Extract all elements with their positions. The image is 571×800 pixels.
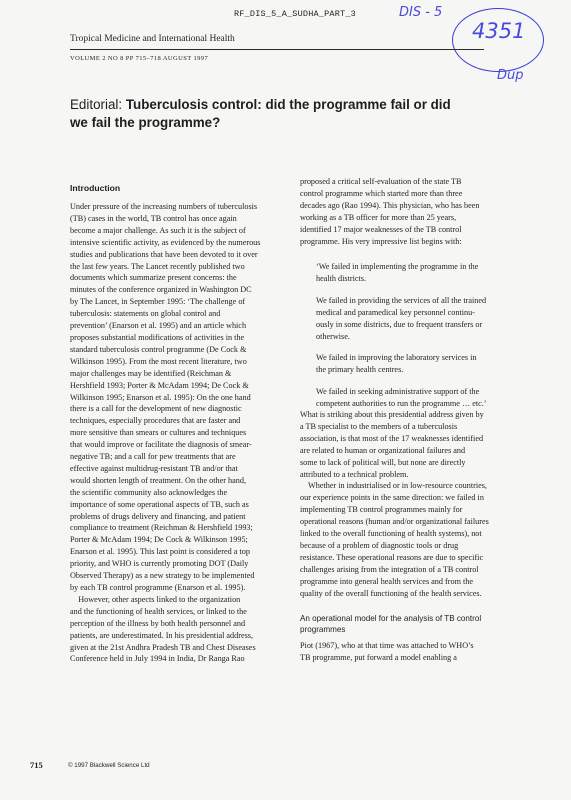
text-line: resistance. These operational reasons are due to specific bbox=[300, 552, 484, 562]
text-line: would shorten length of treatment. On the other hand, bbox=[70, 475, 246, 485]
header-rule bbox=[70, 49, 484, 50]
text-line: What is striking about this presidential address given by bbox=[300, 410, 484, 419]
text-line: patients, are underestimated. In his presidential address, bbox=[70, 630, 254, 640]
section-heading bbox=[300, 613, 540, 635]
text-line: the last few years. The Lancet recently published two bbox=[70, 261, 245, 271]
title-main-line2: we fail the programme? bbox=[70, 115, 221, 130]
text-line: linked to the overall functioning of health systems), not bbox=[300, 529, 482, 539]
quote-line: the primary health centres. bbox=[316, 365, 404, 375]
text-line: negative TB; and a call for pew treatments that are bbox=[70, 452, 236, 462]
text-line: operational reasons (human and/or organizational failures bbox=[300, 517, 489, 527]
text-line: our experience points in the same direction: we failed in bbox=[300, 493, 484, 503]
handwritten-dis-note: DIS - 5 bbox=[399, 5, 443, 20]
quote-line: otherwise. bbox=[316, 331, 350, 341]
document-stamp: RF_DIS_5_A_SUDHA_PART_3 bbox=[234, 9, 356, 19]
text-line: there is a call for the development of new diagnostic bbox=[70, 404, 242, 414]
volume-line: VOLUME 2 NO 8 PP 715–718 AUGUST 1997 bbox=[70, 55, 209, 62]
text-line: TB programme, put forward a model enabling a bbox=[300, 652, 457, 662]
text-line: perception of the illness by both health personnel and bbox=[70, 618, 246, 628]
text-line: Enarson et al. 1995). This last point is considered a top bbox=[70, 547, 250, 557]
quote-line: We failed in improving the laboratory services in bbox=[316, 353, 477, 363]
text-line: Observed Therapy) as a new strategy to be implemented bbox=[70, 571, 255, 581]
title-main-line1: Tuberculosis control: did the programme fail or did bbox=[125, 97, 451, 112]
journal-name: Tropical Medicine and International Health bbox=[70, 34, 235, 44]
text-line: Whether in industrialised or in low-resource countries, bbox=[300, 481, 487, 491]
text-line: minutes of the conference organized in Washington DC bbox=[70, 285, 252, 295]
text-line: become a major challenge. As such it is the subject of bbox=[70, 225, 246, 235]
text-line: problems of drugs delivery and financing, and patient bbox=[70, 511, 246, 521]
text-line: standard tuberculosis control programme (De Cock & bbox=[70, 344, 247, 354]
text-line: decades ago (Rao 1994). This physician, who has been bbox=[300, 200, 480, 210]
quote-line: competent authorities to run the programme … etc.’ bbox=[316, 399, 487, 409]
text-line: association, is that most of the 17 weaknesses identified bbox=[300, 433, 484, 443]
text-line: studies and publications that have been devoted to it over bbox=[70, 249, 258, 259]
text-line: Wilkinson 1995; Enarson et al. 1995): On the one hand bbox=[70, 392, 251, 402]
text-line: intensive scientific activity, as evidenced by the numerous bbox=[70, 237, 261, 247]
right-column-top bbox=[300, 176, 540, 247]
quote-line: We failed in seeking administrative support of the bbox=[316, 387, 480, 397]
text-line: tuberculosis: statements on global control and bbox=[70, 309, 221, 319]
text-line: major challenges may be identified (Reichman & bbox=[70, 368, 232, 378]
text-line: compliance to treatment (Reichman & Hershfield 1993; bbox=[70, 523, 253, 533]
text-line: Porter & McAdam 1994; De Cock & Wilkinson 1995; bbox=[70, 535, 248, 545]
text-line: by The Lancet, in September 1995: ‘The challenge of bbox=[70, 297, 246, 307]
quote-line: We failed in providing the services of all the trained bbox=[316, 295, 487, 305]
text-line: Wilkinson 1995). From the most recent literature, two bbox=[70, 356, 247, 366]
right-column-bottom bbox=[300, 409, 544, 600]
quote-line: ously in some districts, due to frequent transfers or bbox=[316, 319, 483, 329]
quote-line: medical and paramedical key personnel continu- bbox=[316, 307, 475, 317]
text-line: programme into general health services and from the bbox=[300, 576, 474, 586]
handwritten-dup-note: Dup bbox=[497, 68, 524, 83]
right-column-end bbox=[300, 640, 540, 664]
page-number: 715 bbox=[30, 760, 43, 770]
left-column bbox=[70, 201, 292, 665]
text-line: However, other aspects linked to the organization bbox=[70, 594, 241, 604]
text-line: priority, and WHO is currently promoting DOT (Daily bbox=[70, 559, 249, 569]
text-line: techniques, especially procedures that are faster and bbox=[70, 416, 241, 426]
handwritten-number: 4351 bbox=[472, 19, 526, 43]
quote-paragraph bbox=[316, 295, 542, 343]
quote-paragraph bbox=[316, 261, 542, 285]
text-line: control programme which started more than three bbox=[300, 188, 463, 198]
text-line: that would improve or facilitate the diagnosis of smear- bbox=[70, 440, 252, 450]
text-line: Under pressure of the increasing numbers of tuberculosis bbox=[70, 202, 258, 211]
text-line: some to lack of political will, but none are directly bbox=[300, 457, 466, 467]
text-line: effective against multidrug-resistant TB and/or that bbox=[70, 463, 238, 473]
text-line: identified 17 major weaknesses of the TB control bbox=[300, 224, 462, 234]
text-line: programme. His very impressive list begins with: bbox=[300, 236, 462, 246]
quotation-block bbox=[316, 261, 542, 420]
text-line: working as a TB officer for more than 25 years, bbox=[300, 212, 457, 222]
quote-line: ‘We failed in implementing the programme in the bbox=[316, 262, 479, 271]
text-line: and the functioning of health services, or linked to the bbox=[70, 606, 247, 616]
text-line: prevention’ (Enarson et al. 1995) and an article which bbox=[70, 321, 247, 331]
text-line: proposed a critical self-evaluation of the state TB bbox=[300, 177, 462, 186]
text-line: implementing TB control programmes mainly for bbox=[300, 505, 463, 515]
text-line: Hershfield 1993; Porter & McAdam 1994; De Cock & bbox=[70, 380, 249, 390]
text-line: proposes substantial modifications of activities in the bbox=[70, 332, 245, 342]
section-heading-line: An operational model for the analysis of TB control bbox=[300, 614, 482, 623]
text-line: Conference held in July 1994 in India, Dr Ranga Rao bbox=[70, 654, 245, 664]
quote-line: health districts. bbox=[316, 273, 367, 283]
text-line: by each TB control programme (Enarson et al. 1995). bbox=[70, 583, 246, 592]
text-line: the scientific community also acknowledges the bbox=[70, 487, 228, 497]
text-line: more sensitive than smears or cultures and techniques bbox=[70, 428, 247, 438]
text-line: importance of some operational aspects of TB, such as bbox=[70, 499, 249, 509]
article-title bbox=[70, 96, 550, 132]
text-line: challenges arising from the integration of a TB control bbox=[300, 564, 479, 574]
text-line: documents which summarize present concerns: the bbox=[70, 273, 237, 283]
text-line: because of a problem of diagnostic tools or drug bbox=[300, 540, 459, 550]
text-line: (TB) cases in the world, TB control has once again bbox=[70, 213, 237, 223]
text-line: a TB specialist to the members of a tuberculosis bbox=[300, 421, 458, 431]
text-line: quality of the overall functioning of the health services. bbox=[300, 588, 482, 598]
quote-paragraph bbox=[316, 386, 542, 410]
text-line: given at the 21st Andhra Pradesh TB and Chest Diseases bbox=[70, 642, 256, 652]
text-line: are related to human or organizational failures and bbox=[300, 445, 466, 455]
section-heading-line: programmes bbox=[300, 625, 346, 634]
introduction-heading: Introduction bbox=[70, 183, 121, 193]
title-lead: Editorial: bbox=[70, 97, 126, 112]
text-line: attributed to a technical problem. bbox=[300, 469, 409, 479]
text-line: Piot (1967), who at that time was attached to WHO’s bbox=[300, 641, 474, 650]
copyright: © 1997 Blackwell Science Ltd bbox=[68, 762, 150, 769]
quote-paragraph bbox=[316, 352, 542, 376]
